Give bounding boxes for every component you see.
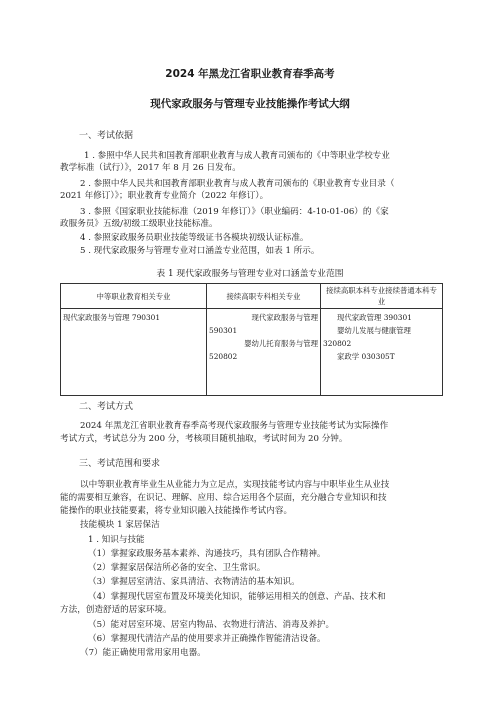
document-subtitle: 现代家政服务与管理专业技能操作考试大纲 — [150, 98, 350, 110]
document-title: 2024 年黑龙江省职业教育春季高考 — [165, 68, 335, 80]
section-heading-basis: 一、考试依据 — [79, 131, 134, 141]
skill-item: （6）掌握现代清洁产品的使用要求并正确操作智能清洁设备。 — [88, 634, 326, 644]
table-cell: 现代家政服务与管理 590301 婴幼儿托育服务与管理 520802 — [207, 309, 321, 396]
knowledge-heading: 1 . 知识与技能 — [88, 535, 145, 545]
basis-line: 1 . 参照中华人民共和国教育部职业教育与成人教育司颁布的《中等职业学校专业 — [84, 151, 390, 161]
table-cell: 现代家政管理 390301 婴幼儿发展与健康管理 320802 家政学 030305T — [321, 309, 443, 396]
skill-item: （4）掌握现代居室布置及环境美化知识，能够运用相关的创意、产品、技术和 — [88, 592, 386, 602]
table-header-cell: 中等职业教育相关专业 — [61, 284, 207, 309]
scope-line: 能操作的职业技能要素，将专业知识融入技能操作考试内容。 — [60, 506, 293, 516]
basis-line: 4 . 参照家政服务员职业技能等级证书各模块初级认证标准。 — [80, 233, 309, 243]
scope-line: 以中等职业教育毕业生从业能力为立足点，实现技能考试内容与中职毕业生从业技 — [80, 480, 390, 490]
basis-line: 2 . 参照中华人民共和国教育部职业教育与成人教育司颁布的《职业教育专业目录（ — [80, 179, 395, 189]
section-heading-scope: 三、考试范围和要求 — [79, 459, 161, 469]
method-line: 考试方式，考试总分为 200 分，考核项目随机抽取，考试时间为 20 分钟。 — [60, 434, 348, 444]
basis-line: 5 . 现代家政服务与管理专业对口涵盖专业范围，如表 1 所示。 — [80, 246, 320, 256]
table-header-cell: 接续高职本科专业接续普通本科专业 — [321, 284, 443, 309]
skill-item: （5）能对居室环境、居室内物品、衣物进行清洁、消毒及养护。 — [88, 620, 335, 630]
table-caption: 表 1 现代家政服务与管理专业对口涵盖专业范围 — [156, 269, 344, 279]
table-row — [61, 309, 443, 396]
skill-item: （3）掌握居室清洁、家具清洁、衣物清洁的基本知识。 — [88, 577, 300, 587]
skill-item: （1）掌握家政服务基本素养、沟通技巧，具有团队合作精神。 — [88, 549, 326, 559]
table-header-row — [61, 284, 443, 309]
method-line: 2024 年黑龙江省职业教育春季高考现代家政服务与管理专业技能考试为实际操作 — [80, 421, 389, 431]
scope-line: 能的需要相互兼容，在识记、理解、应用、综合运用各个层面，充分融合专业知识和技 — [60, 493, 387, 503]
section-heading-method: 二、考试方式 — [79, 402, 134, 412]
skill-item: （2）掌握家居保洁所必备的安全、卫生常识。 — [88, 563, 266, 573]
skill-item: 方法，创造舒适的居家环境。 — [60, 605, 172, 615]
skill-item: （7）能正确使用常用家用电器。 — [80, 648, 206, 658]
basis-line: 政服务员》五级/初级工级职业技能标准。 — [60, 219, 218, 229]
table-cell: 现代家政服务与管理 790301 — [61, 309, 207, 396]
table-header-cell: 接续高职专科相关专业 — [207, 284, 321, 309]
basis-line: 3 . 参照《国家职业技能标准（2019 年修订）》（职业编码：4-10-01-06）的《家 — [80, 207, 389, 217]
module-title: 技能模块 1 家居保洁 — [80, 520, 160, 530]
basis-line: 2021 年修订）》；职业教育专业简介（2022 年修订）。 — [60, 191, 269, 201]
major-coverage-table — [60, 283, 443, 396]
basis-line: 教学标准（试行）》，2017 年 8 月 26 日发布。 — [60, 163, 241, 173]
